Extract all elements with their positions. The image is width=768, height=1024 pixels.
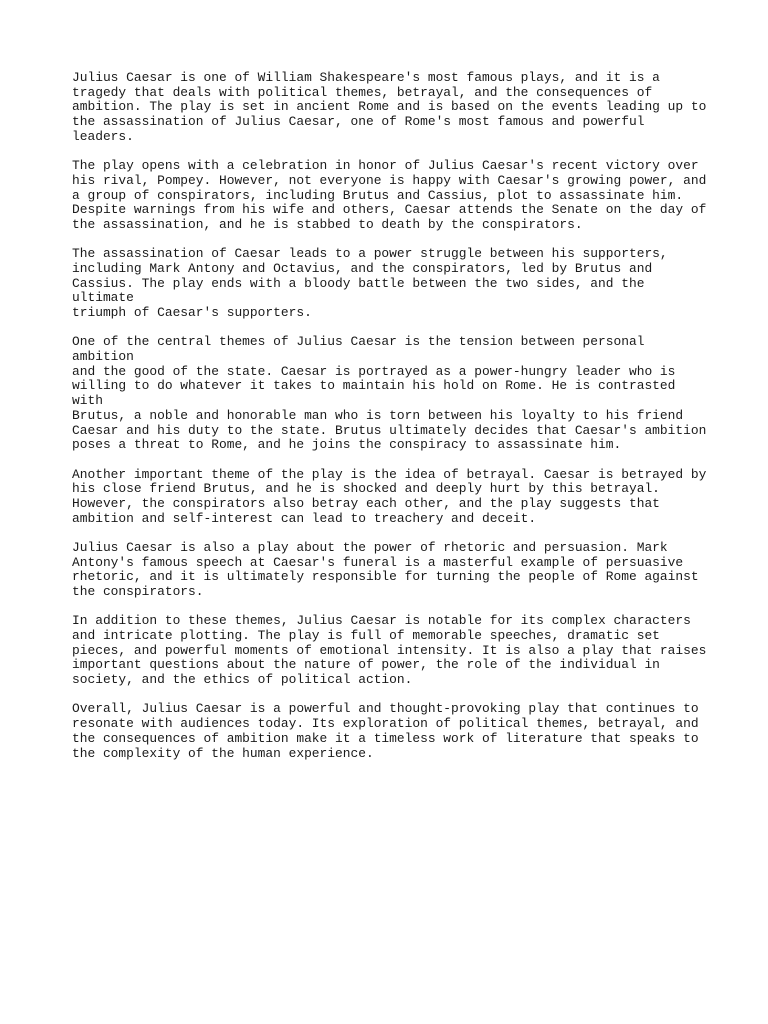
paragraph-betrayal-theme: Another important theme of the play is the idea of betrayal. Caesar is betrayed by his close friend Brutus, and he is shocked and deeply hurt by this betrayal. However, the conspirators also betray each other, and the play suggests that ambition and self-interest can lead to treachery and deceit. xyxy=(72,466,707,526)
paragraph-conclusion: Overall, Julius Caesar is a powerful and thought-provoking play that continues to resonate with audiences today. Its exploration of political themes, betrayal, and the consequences of ambition make it a timeless work of literature that speaks to the complexity of the human experience. xyxy=(72,701,699,761)
paragraph-rhetoric-theme: Julius Caesar is also a play about the power of rhetoric and persuasion. Mark Antony's famous speech at Caesar's funeral is a masterful example of persuasive rhetoric, and it is ultimately responsible for turning the people of Rome against the conspirators. xyxy=(72,539,699,600)
essay-body xyxy=(72,71,712,776)
paragraph-characters: In addition to these themes, Julius Caesar is notable for its complex characters and intricate plotting. The play is full of memorable speeches, dramatic set pieces, and powerful moments of emotional intensity. It is also a play that raises important questions about the nature of power, the role of the individual in society, and the ethics of political action. xyxy=(72,613,707,688)
paragraph-plot-opening: The play opens with a celebration in honor of Julius Caesar's recent victory over his rival, Pompey. However, not everyone is happy with Caesar's growing power, and a group of conspirators, including Brutus and Cassius, plot to assassinate him. Despite warnings from his wife and others, Caesar attends the Senate on the day of the assassination, and he is stabbed to death by the conspirators. xyxy=(72,158,707,232)
paragraph-intro: Julius Caesar is one of William Shakespeare's most famous plays, and it is a tragedy that deals with political themes, betrayal, and the consequences of ambition. The play is set in ancient Rome and is based on the events leading up to the assassination of Julius Caesar, one of Rome's most famous and powerful leaders. xyxy=(72,70,707,144)
paragraph-ambition-theme: One of the central themes of Julius Caesar is the tension between personal ambition and the good of the state. Caesar is portrayed as a power-hungry leader who is willing to do whatever it takes to maintain his hold on Rome. He is contrasted with Brutus, a noble and honorable man who is torn between his loyalty to his friend Caesar and his duty to the state. Brutus ultimately decides that Caesar's ambition poses a threat to Rome, and he joins the conspiracy to assassinate him. xyxy=(72,334,707,453)
paragraph-power-struggle: The assassination of Caesar leads to a power struggle between his supporters, including Mark Antony and Octavius, and the conspirators, led by Brutus and Cassius. The play ends with a bloody battle between the two sides, and the ultimate triumph of Caesar's supporters. xyxy=(72,246,668,321)
